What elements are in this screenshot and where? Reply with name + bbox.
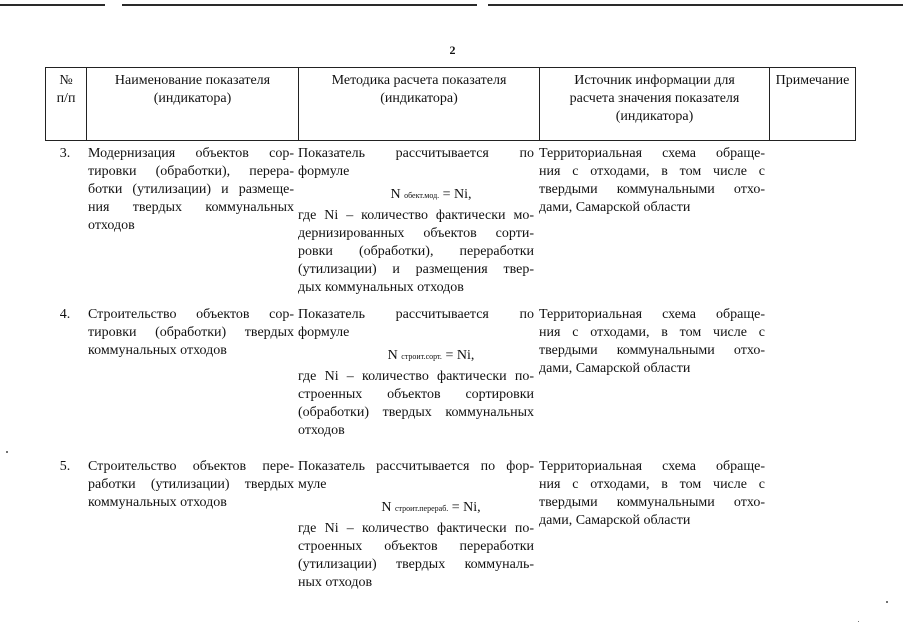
header-note: Примечание: [770, 68, 856, 141]
table-row: [45, 145, 855, 306]
indicator-name: Модернизация объектов сор- тировки (обработки), перера- ботки (утилизации) и размеще- ния твердых коммунальных отходов: [88, 146, 294, 233]
row-number: 4.: [59, 307, 71, 322]
indicator-name: Строительство объектов сор- тировки (обработки) твердых коммунальных отходов: [88, 307, 294, 358]
formula: N обект.мод. = Ni,: [390, 187, 472, 202]
header-indicator-name: Наименование показателя (индикатора): [87, 68, 299, 141]
calculation-method: Показатель рассчитывается по фор- муле N строит.перераб. = Ni, где Ni – количество фактически по- строенных объектов переработки (утилизации) твердых коммуналь- ных отходов: [298, 459, 534, 590]
table-body: [45, 145, 855, 598]
indicator-name: Строительство объектов пере- работки (утилизации) твердых коммунальных отходов: [88, 459, 294, 510]
row-number: 5.: [59, 459, 71, 474]
page-number: 2: [449, 43, 456, 57]
info-source: Территориальная схема обраще- ния с отходами, в том числе с твердыми коммунальными отхо- дами, Самарской области: [539, 146, 765, 215]
scan-top-line: [0, 4, 905, 6]
calculation-method: Показатель рассчитывается по формуле N строит.сорт. = Ni, где Ni – количество фактически по- строенных объектов сортировки (обработки) твердых коммунальных отходов: [298, 307, 534, 438]
row-number: 3.: [59, 146, 71, 161]
formula: N строит.перераб. = Ni,: [381, 500, 481, 515]
table-row: [45, 306, 855, 458]
header-method: Методика расчета показателя (индикатора): [299, 68, 540, 141]
header-number: № п/п: [46, 68, 87, 141]
header-row: [46, 68, 856, 141]
calculation-method: Показатель рассчитывается по формуле N обект.мод. = Ni, где Ni – количество фактически мо- дернизированных объектов сорти- ровки (обработки), переработки (утилизации) и размещения твер- дых коммунальных отходов: [298, 146, 534, 295]
info-source: Территориальная схема обраще- ния с отходами, в том числе с твердыми коммунальными отхо- дами, Самарской области: [539, 307, 765, 376]
formula: N строит.сорт. = Ni,: [387, 348, 475, 363]
table-header: [45, 67, 856, 141]
table-row: [45, 458, 855, 598]
info-source: Территориальная схема обраще- ния с отходами, в том числе с твердыми коммунальными отхо- дами, Самарской области: [539, 459, 765, 528]
header-source: Источник информации для расчета значения показателя (индикатора): [540, 68, 770, 141]
